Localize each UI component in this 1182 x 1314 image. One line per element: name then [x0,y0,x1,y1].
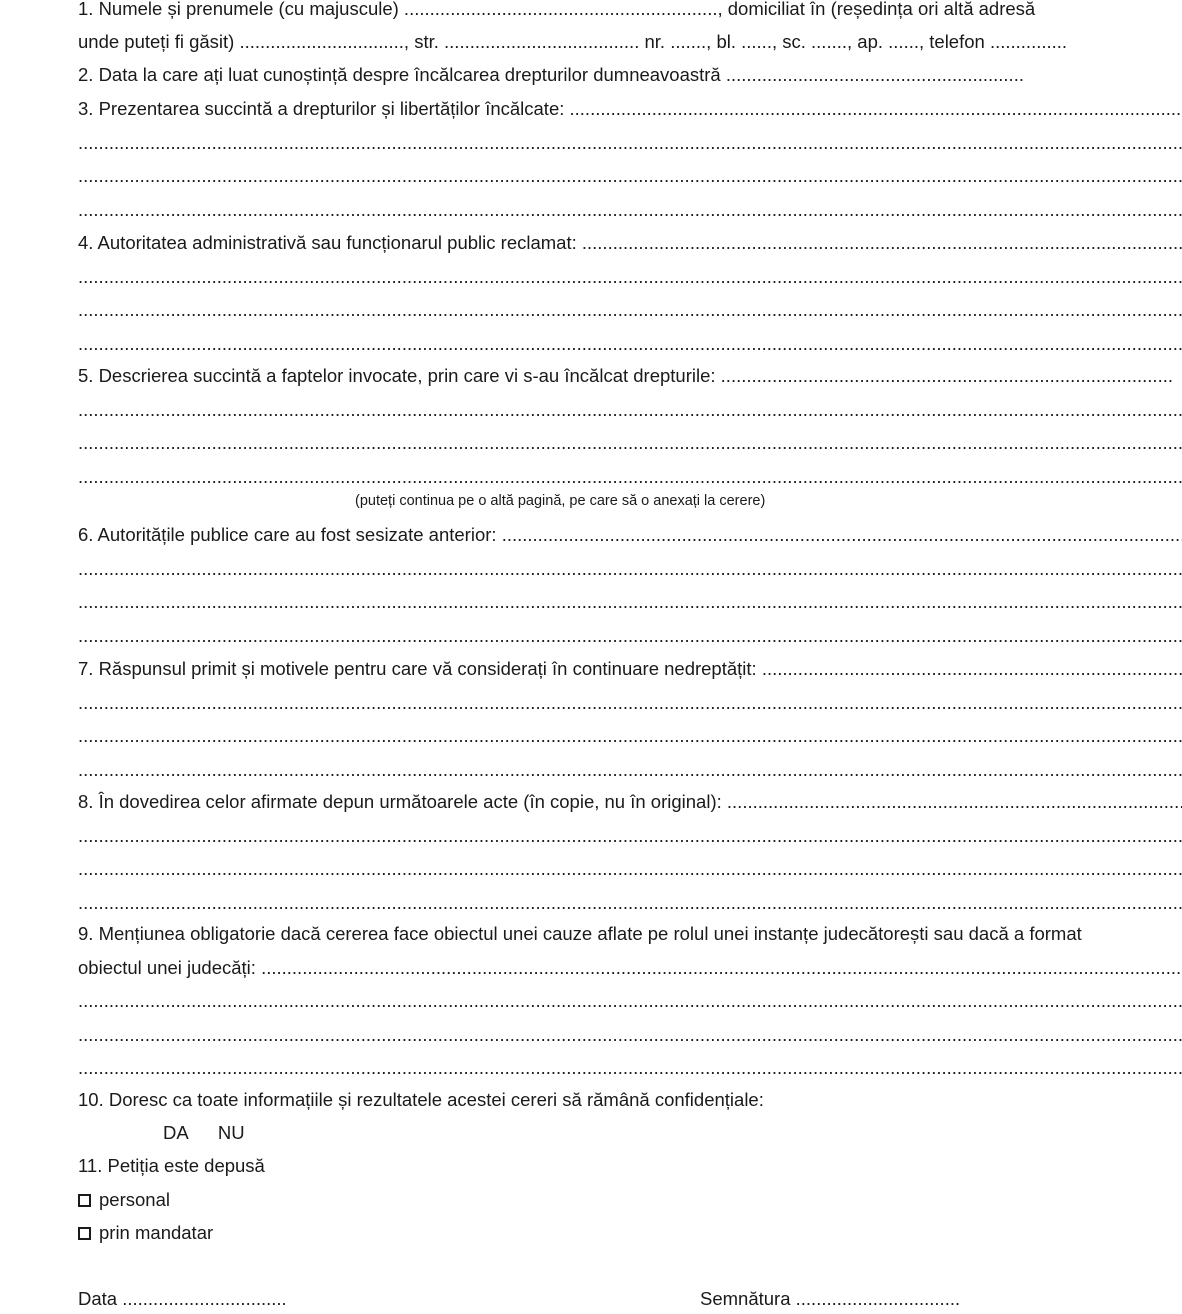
dotted-line [78,986,1182,1016]
q9-dots [261,953,1182,983]
dotted-line [78,262,1182,292]
q9-line-4[interactable] [78,1020,1182,1050]
dotted-line [78,821,1182,851]
q8-line-3[interactable] [78,854,1182,884]
q5-line-2[interactable] [78,395,1182,425]
q10-label-text: 10. Doresc ca toate informațiile și rezultatele acestei cereri să rămână confidențiale: [78,1089,764,1110]
q9-line-5[interactable] [78,1053,1182,1083]
dotted-line [78,688,1182,718]
q5-line-3[interactable] [78,428,1182,458]
q11-label-text: 11. Petiția este depusă [78,1155,265,1176]
q7-line-4[interactable] [78,755,1182,785]
q7-dots [762,654,1182,684]
q5-dots [721,361,1172,391]
q3-line-4[interactable] [78,195,1182,225]
dotted-line [78,128,1182,158]
q11-option-mandatar-label: prin mandatar [99,1222,214,1243]
q10-label [78,1085,1182,1115]
q10-option-no[interactable]: NU [217,1122,245,1143]
q5-line-4[interactable] [78,462,1182,492]
dotted-line [78,888,1182,918]
q7-label: 7. Răspunsul primit și motivele pentru care vă considerați în continuare nedreptățit: [78,658,762,679]
q2-date-line[interactable] [78,60,1182,90]
dotted-line [78,854,1182,884]
q6-dots [502,520,1182,550]
q6-line-4[interactable] [78,621,1182,651]
q11-option-mandatar[interactable] [78,1218,1182,1248]
q8-line-1[interactable] [78,787,1182,817]
q1-label-line2: unde puteți fi găsit) ................................, str. ...................................... nr. ......., bl. ......, sc. ......., ap. ......, telefon ............... [78,31,1068,52]
q4-label: 4. Autoritatea administrativă sau funcționarul public reclamat: [78,232,582,253]
dotted-line [78,721,1182,751]
q4-line-4[interactable] [78,329,1182,359]
q7-line-2[interactable] [78,688,1182,718]
q7-line-1[interactable] [78,654,1182,684]
checkbox-icon[interactable] [78,1227,91,1240]
q9-line-3[interactable] [78,986,1182,1016]
q10-option-yes[interactable]: DA [163,1122,189,1143]
dotted-line [78,587,1182,617]
q1-name-line[interactable] [78,0,1182,24]
q9-label-line2: obiectul unei judecăți: [78,957,262,978]
q8-line-2[interactable] [78,821,1182,851]
q4-line-2[interactable] [78,262,1182,292]
q3-line-2[interactable] [78,128,1182,158]
q2-label: 2. Data la care ați luat cunoștință despre încălcarea drepturilor dumneavoastră .......................................................... [78,64,1024,85]
q4-dots [582,228,1182,258]
dotted-line [78,462,1182,492]
q3-line-1[interactable] [78,94,1182,124]
q9-label-line1: 9. Mențiunea obligatorie dacă cererea face obiectul unei cauze aflate pe rolul unei instanțe judecătorești sau dacă a format [78,923,1082,944]
q11-option-personal-label: personal [99,1189,170,1210]
dotted-line [78,554,1182,584]
q3-label: 3. Prezentarea succintă a drepturilor și libertăților încălcate: [78,98,570,119]
q5-note: (puteți continua pe o altă pagină, pe care să o anexați la cerere) [355,493,766,509]
q8-line-4[interactable] [78,888,1182,918]
dotted-line [78,1020,1182,1050]
q6-line-2[interactable] [78,554,1182,584]
q8-label: 8. În dovedirea celor afirmate depun următoarele acte (în copie, nu în original): [78,791,727,812]
q7-line-3[interactable] [78,721,1182,751]
signature-field[interactable]: Semnătura ................................ [700,1288,961,1309]
dotted-line [78,395,1182,425]
q11-label [78,1151,1182,1181]
q5-label: 5. Descrierea succintă a faptelor invocate, prin care vi s-au încălcat drepturile: [78,365,721,386]
dotted-line [78,195,1182,225]
q4-line-1[interactable] [78,228,1182,258]
q6-label: 6. Autoritățile publice care au fost sesizate anterior: [78,524,502,545]
dotted-line [78,1053,1182,1083]
dotted-line [78,428,1182,458]
date-field[interactable]: Data ................................ [78,1288,287,1309]
q3-dots [570,94,1182,124]
q6-line-3[interactable] [78,587,1182,617]
q1-address-line[interactable] [78,27,1182,57]
q4-line-3[interactable] [78,295,1182,325]
dotted-line [78,161,1182,191]
q9-line-1 [78,919,1182,949]
checkbox-icon[interactable] [78,1194,91,1207]
dotted-line [78,755,1182,785]
q10-options [163,1118,269,1148]
dotted-line [78,329,1182,359]
q8-dots [727,787,1182,817]
q6-line-1[interactable] [78,520,1182,550]
dotted-line [78,295,1182,325]
q5-line-1[interactable] [78,361,1172,391]
q9-line-2[interactable] [78,953,1182,983]
q11-option-personal[interactable] [78,1185,1182,1215]
q3-line-3[interactable] [78,161,1182,191]
dotted-line [78,621,1182,651]
q1-label-line1: 1. Numele și prenumele (cu majuscule) ............................................................., domiciliat în (reședința ori altă adresă [78,0,1036,19]
